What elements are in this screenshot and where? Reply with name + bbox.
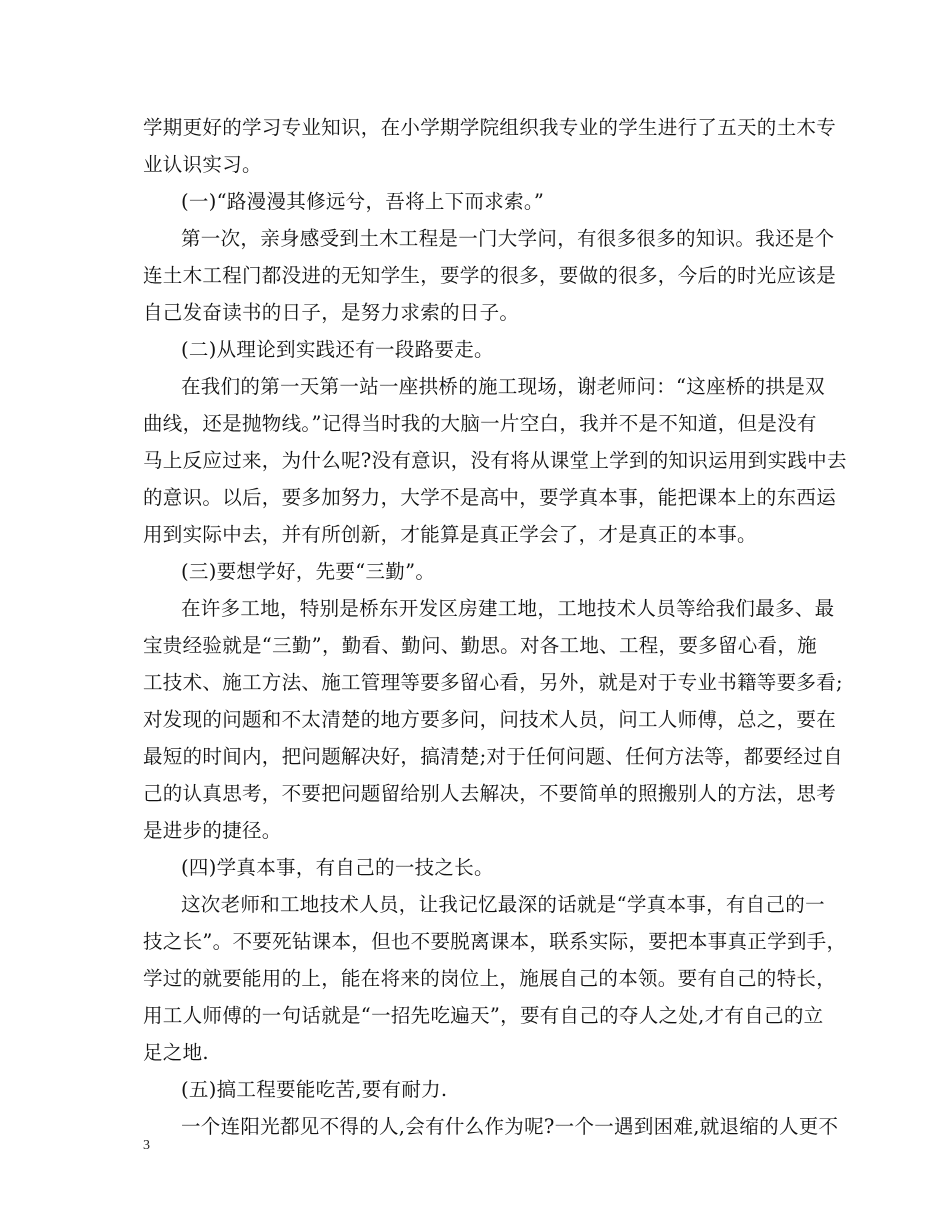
- text-line: 业认识实习。: [143, 153, 262, 176]
- section-heading: (四)学真本事，有自己的一技之长。: [181, 856, 494, 879]
- text-line: 在我们的第一天第一站一座拱桥的施工现场，谢老师问：“这座桥的拱是双: [181, 375, 825, 398]
- section-heading: (二)从理论到实践还有一段路要走。: [181, 338, 494, 361]
- text-line: 工技术、施工方法、施工管理等要多留心看，另外，就是对于专业书籍等要多看;: [143, 671, 843, 694]
- text-line: 这次老师和工地技术人员，让我记忆最深的话就是“学真本事，有自己的一: [181, 893, 825, 916]
- text-line: 曲线，还是抛物线。”记得当时我的大脑一片空白，我并不是不知道，但是没有: [143, 412, 817, 435]
- text-line: 的意识。以后，要多加努力，大学不是高中，要学真本事，能把课本上的东西运: [143, 486, 837, 509]
- section-heading: (一)“路漫漫其修远兮，吾将上下而求索。”: [181, 190, 545, 213]
- text-line: 马上反应过来，为什么呢?没有意识，没有将从课堂上学到的知识运用到实践中去: [143, 449, 847, 472]
- text-line: 对发现的问题和不太清楚的地方要多问，问技术人员，问工人师傅，总之，要在: [143, 708, 837, 731]
- text-line: 用到实际中去，并有所创新，才能算是真正学会了，才是真正的本事。: [143, 523, 757, 546]
- text-line: 第一次，亲身感受到土木工程是一门大学问，有很多很多的知识。我还是个: [181, 227, 835, 250]
- text-line: 自己发奋读书的日子，是努力求索的日子。: [143, 301, 520, 324]
- text-line: 用工人师傅的一句话就是“一招先吃遍天”，要有自己的夺人之处,才有自己的立: [143, 1004, 824, 1027]
- text-line: 宝贵经验就是“三勤”，勤看、勤问、勤思。对各工地、工程，要多留心看，施: [143, 634, 817, 657]
- section-heading: (五)搞工程要能吃苦,要有耐力.: [181, 1078, 448, 1101]
- text-line: 一个连阳光都见不得的人,会有什么作为呢?一个一遇到困难,就退缩的人更不: [181, 1115, 839, 1138]
- text-line: 是进步的捷径。: [143, 819, 282, 842]
- text-line: 技之长”。不要死钻课本，但也不要脱离课本，联系实际，要把本事真正学到手，: [143, 930, 847, 953]
- text-line: 在许多工地，特别是桥东开发区房建工地，工地技术人员等给我们最多、最: [181, 597, 835, 620]
- section-heading: (三)要想学好，先要“三勤”。: [181, 560, 436, 583]
- page-number: 3: [143, 1138, 150, 1153]
- text-line: 足之地.: [143, 1041, 209, 1064]
- text-line: 学期更好的学习专业知识，在小学期学院组织我专业的学生进行了五天的土木专: [143, 116, 837, 139]
- text-line: 己的认真思考，不要把问题留给别人去解决，不要简单的照搬别人的方法，思考: [143, 782, 837, 805]
- text-line: 连土木工程门都没进的无知学生，要学的很多，要做的很多，今后的时光应该是: [143, 264, 837, 287]
- text-line: 最短的时间内，把问题解决好，搞清楚;对于任何问题、任何方法等，都要经过自: [143, 745, 843, 768]
- text-line: 学过的就要能用的上，能在将来的岗位上，施展自己的本领。要有自己的特长，: [143, 967, 837, 990]
